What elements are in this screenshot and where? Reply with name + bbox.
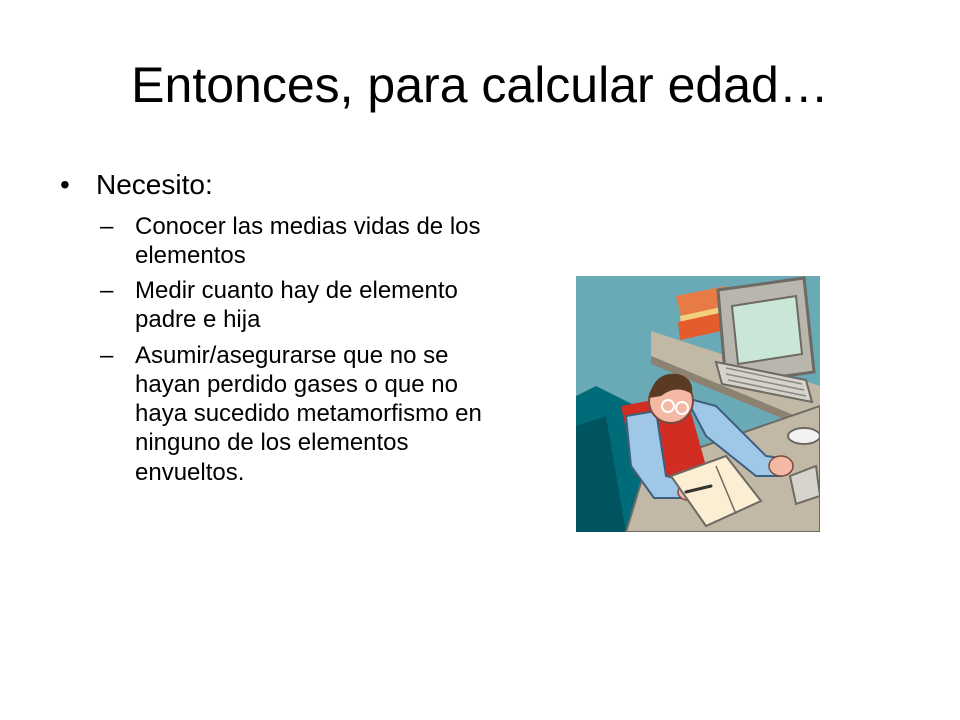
slide-title: Entonces, para calcular edad… <box>131 57 829 113</box>
dash-marker: – <box>100 341 114 369</box>
bullet-marker: • <box>60 169 70 200</box>
sub-bullet-text: Medir cuanto hay de elemento padre e hija <box>135 277 458 334</box>
cup-icon <box>788 428 820 444</box>
main-bullet-text: Necesito: <box>96 169 213 200</box>
dash-marker: – <box>100 277 114 305</box>
sub-bullet-item <box>100 341 490 487</box>
sub-bullet-item <box>100 276 490 335</box>
person-hand <box>769 456 793 476</box>
sub-bullet-text: Asumir/asegurarse que no se hayan perdido gases o que no haya sucedido metamorfismo en ninguno de los elementos envueltos. <box>135 341 482 486</box>
main-bullet <box>60 168 490 202</box>
sub-bullet-list <box>60 212 490 487</box>
person-studying-clipart <box>576 276 820 532</box>
sub-bullet-text: Conocer las medias vidas de los elementos <box>135 212 481 269</box>
dash-marker: – <box>100 212 114 240</box>
monitor-screen <box>732 296 802 364</box>
sub-bullet-item <box>100 212 490 271</box>
bullet-list <box>60 168 490 493</box>
